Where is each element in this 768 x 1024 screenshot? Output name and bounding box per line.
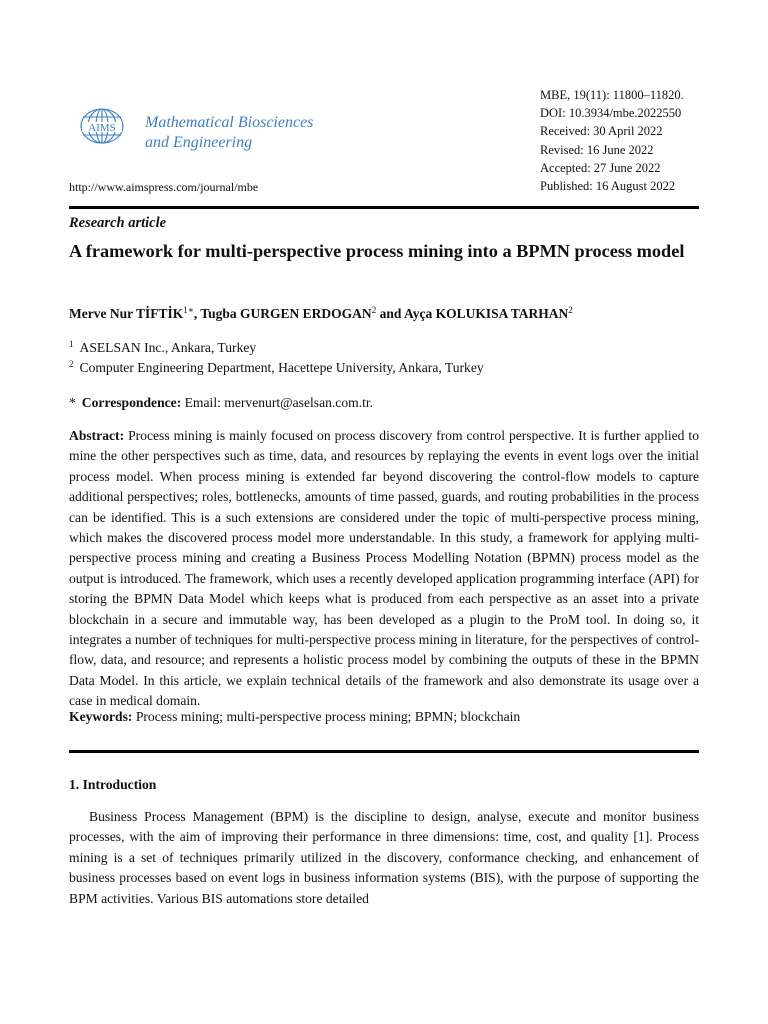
- affiliation-1: [69, 339, 256, 356]
- journal-name-line2: and Engineering: [145, 134, 253, 151]
- abstract-divider: [69, 750, 699, 753]
- affiliation-2: [69, 359, 484, 376]
- logo-text: AIMS: [88, 122, 116, 134]
- journal-logo[interactable]: [76, 106, 436, 156]
- publication-meta: [540, 86, 684, 195]
- affiliation-text: ASELSAN Inc., Ankara, Turkey: [79, 340, 257, 355]
- journal-name-line1: Mathematical Biosciences: [145, 114, 314, 131]
- journal-name: [145, 113, 313, 153]
- journal-url-link[interactable]: http://www.aimspress.com/journal/mbe: [69, 180, 259, 194]
- revised-date: Revised: 16 June 2022: [540, 142, 654, 157]
- doi-link[interactable]: DOI: 10.3934/mbe.2022550: [540, 106, 682, 121]
- received-date: Received: 30 April 2022: [540, 124, 663, 139]
- abstract: [69, 426, 699, 712]
- abstract-label: Abstract:: [69, 428, 125, 443]
- keywords-text: Process mining; multi-perspective process mining; BPMN; blockchain: [132, 709, 521, 724]
- abstract-text: Process mining is mainly focused on process discovery from control perspective. It is further applied to mine the other perspectives such as time, data, and resources by replaying the events in event logs over the initial process model. When process mining is extended far beyond discovering the control-flow models to capture additional perspectives; roles, bottlenecks, amounts of time passed, guards, and routing probabilities in the process can be identified. This is a such extensions are considered under the topic of multi-perspective process mining, which makes the discovered process model more understandable. In this study, a framework for applying multi-perspective process mining and creating a Business Process Modelling Notation (BPMN) process model as the output is introduced. The framework, which uses a recently developed application programming interface (API) for storing the BPMN Data Model which keeps what is produced from each perspective as an asset into a private blockchain in a secure and immutable way, has been developed as a plugin to the ProM tool. In doing so, it integrates a number of techniques for multi-perspective process mining in literature, for the perspectives of control-flow, data, and resource; and represents a holistic process model by combining the outputs of these in the BPMN Data Model. In this article, we explain technical details of the framework and also demonstrate its usage over a case in medical domain.: [69, 428, 699, 709]
- author-1[interactable]: Merve Nur TİFTİK: [69, 306, 184, 321]
- citation: MBE, 19(11): 11800–11820.: [540, 88, 684, 102]
- affiliation-number: 1: [69, 339, 74, 349]
- correspondence-email[interactable]: Email: mervenurt@aselsan.com.tr.: [181, 395, 374, 410]
- author-2-affiliation-marker: 2: [371, 305, 377, 315]
- correspondence-label: Correspondence:: [81, 395, 182, 410]
- author-separator: and: [376, 306, 404, 321]
- correspondence: [69, 395, 373, 411]
- published-date: Published: 16 August 2022: [540, 179, 676, 194]
- article-type: Research article: [69, 215, 167, 231]
- author-3[interactable]: Ayça KOLUKISA TARHAN: [403, 306, 569, 321]
- section-heading-introduction: 1. Introduction: [69, 777, 157, 792]
- accepted-date: Accepted: 27 June 2022: [540, 160, 661, 175]
- affiliation-number: 2: [69, 359, 74, 369]
- author-list: [69, 305, 573, 322]
- author-separator: ,: [193, 306, 201, 321]
- keywords-label: Keywords:: [69, 709, 133, 724]
- author-3-affiliation-marker: 2: [568, 305, 573, 315]
- correspondence-marker: *: [69, 395, 76, 410]
- author-1-affiliation-marker: 1∗: [183, 305, 194, 315]
- globe-icon: [76, 106, 128, 150]
- paper-title: A framework for multi-perspective process mining into a BPMN process model: [69, 241, 685, 261]
- affiliation-text: Computer Engineering Department, Hacettepe University, Ankara, Turkey: [79, 360, 484, 375]
- header-divider: [69, 206, 699, 209]
- introduction-paragraph: Business Process Management (BPM) is the discipline to design, analyse, execute and monitor business processes, with the aim of improving their performance in three dimensions: time, cost, and quality [1]. Process mining is a set of techniques primarily utilized in the discovery, conformance checking, and enhancement of business processes based on event logs in business information systems (BIS), with the purpose of supporting the BPM activities. Various BIS automations store detailed: [69, 809, 699, 906]
- author-2[interactable]: Tugba GURGEN ERDOGAN: [200, 306, 372, 321]
- keywords: [69, 709, 520, 725]
